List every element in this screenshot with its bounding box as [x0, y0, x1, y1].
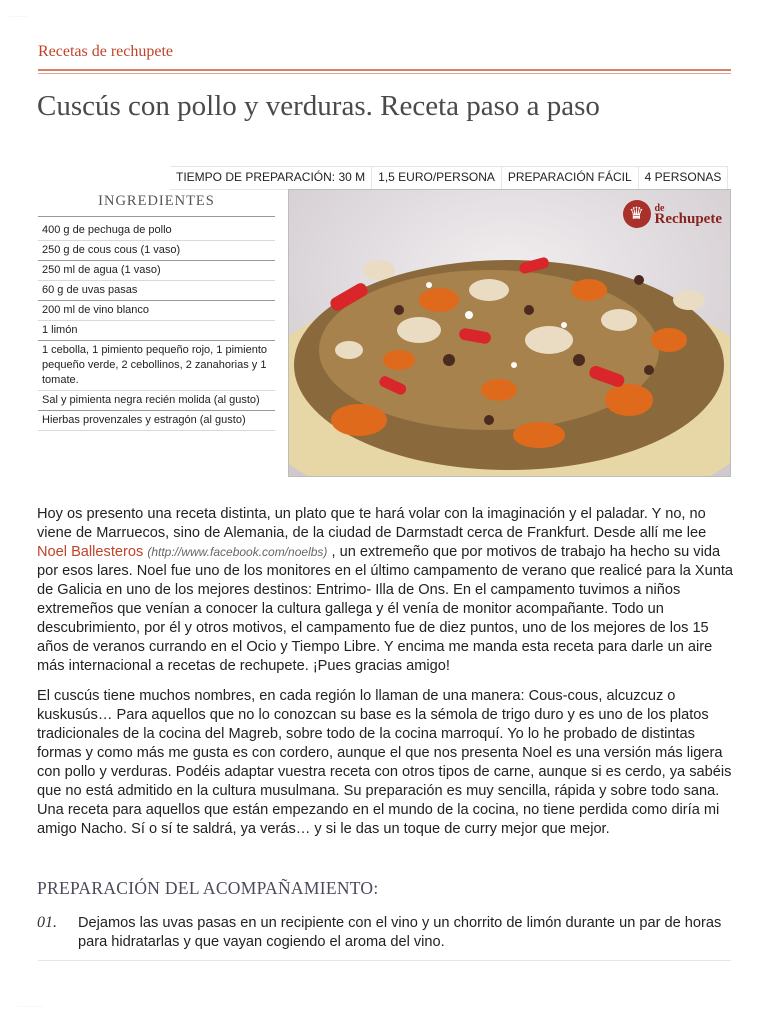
recipe-title: Cuscús con pollo y verduras. Receta paso a paso — [37, 90, 600, 122]
difficulty: PREPARACIÓN FÁCIL — [501, 167, 638, 189]
step-divider — [38, 960, 731, 961]
ingredient-item: 250 ml de agua (1 vaso) — [38, 261, 275, 281]
section-heading: PREPARACIÓN DEL ACOMPAÑAMIENTO: — [37, 878, 379, 898]
intro-text-1: Hoy os presento una receta distinta, un plato que te hará volar con la imaginación y el paladar. Y no, no viene de Marruecos, sino de Alemania, de la ciudad de Darmstadt cerca de Frankfurt. Desde allí me lee — [37, 506, 707, 541]
step-number: 01. — [37, 914, 57, 931]
site-logo — [623, 200, 723, 228]
cost-per-person: 1,5 EURO/PERSONA — [371, 167, 501, 189]
ingredient-item: 60 g de uvas pasas — [38, 281, 275, 301]
step-text: Dejamos las uvas pasas en un recipiente con el vino y un chorrito de limón durante un par de horas para hidratarlas y que vayan cogiendo el aroma del vino. — [78, 915, 722, 950]
couscous-dish-image — [289, 190, 730, 476]
ingredients-heading: INGREDIENTES — [98, 193, 215, 209]
print-header-strip: ····················· — [8, 14, 29, 18]
servings: 4 PERSONAS — [638, 167, 729, 189]
site-name[interactable]: Recetas de rechupete — [38, 43, 174, 60]
ingredient-item: 400 g de pechuga de pollo — [38, 221, 275, 241]
logo-de: de — [654, 203, 665, 214]
ingredient-item: 1 cebolla, 1 pimiento pequeño rojo, 1 pimiento pequeño verde, 2 cebollinos, 2 zanahorias y 1 tomate. — [38, 341, 275, 391]
logo-name: Rechupete — [654, 211, 722, 227]
ingredient-item: Hierbas provenzales y estragón (al gusto) — [38, 411, 275, 431]
ingredients-list — [38, 221, 275, 431]
ingredient-item: Sal y pimienta negra recién molida (al gusto) — [38, 391, 275, 411]
facebook-url[interactable]: (http://www.facebook.com/noelbs) — [147, 545, 328, 559]
ingredient-item: 250 g de cous cous (1 vaso) — [38, 241, 275, 261]
ingredients-heading-rule — [38, 216, 275, 217]
noel-link[interactable]: Noel Ballesteros — [37, 544, 144, 560]
header-rule-thin — [38, 73, 731, 74]
ingredient-item: 1 limón — [38, 321, 275, 341]
couscous-paragraph: El cuscús tiene muchos nombres, en cada región lo llaman de una manera: Cous-cous, alcuzcuz o kuskusús… Para aquellos que no lo conozcan su base es la sémola de trigo duro y es uno de los platos tradicionales de la cocina del Magreb, sobre todo de la cocina marroquí. Yo lo he probado de distintas formas y como más me gusta es con cordero, aunque el que nos presenta Noel es una versión más ligera con pollo y verduras. Podéis adaptar vuestra receta con otros tipos de carne, aunque si es cerdo, ya sabéis que no está admitido en la cultura musulmana. Su preparación es muy sencilla, rápida y sobre todo sana. Una receta para aquellos que están empezando en el mundo de la cocina, no tiene perdida como diría mi amigo Nacho. Sí o sí te saldrá, ya verás… y si le das un toque de curry mejor que mejor. — [37, 688, 732, 837]
chef-hat-icon: ♛ — [623, 200, 651, 228]
print-footer-strip: ·························· — [18, 1004, 44, 1008]
ingredient-item: 200 ml de vino blanco — [38, 301, 275, 321]
recipe-meta-bar — [170, 166, 728, 190]
intro-text-2: , un extremeño que por motivos de trabajo ha hecho su vida por esos lares. Noel fue uno de los monitores en el último campamento de verano que realicé para la Xunta de Galicia en uno de los mejores destinos: Entrimo- Illa de Ons. En el campamento tuvimos a niños extremeños que venían a conocer la cultura gallega y él venía de monitor acompañante. Todo un descubrimiento, por él y otros motivos, el campamento fue de diez puntos, uno de los mejores de los 15 años de veranos currando en el Ocio y Tiempo Libre. Y encima me manda esta receta para darle un aire más internacional a recetas de rechupete. ¡Pues gracias amigo! — [37, 544, 734, 674]
recipe-photo — [288, 189, 731, 477]
intro-paragraph — [37, 505, 734, 676]
print-page-marker: ·· — [724, 1004, 726, 1008]
header-rule — [38, 69, 731, 71]
prep-time: TIEMPO DE PREPARACIÓN: 30 M — [176, 170, 366, 184]
